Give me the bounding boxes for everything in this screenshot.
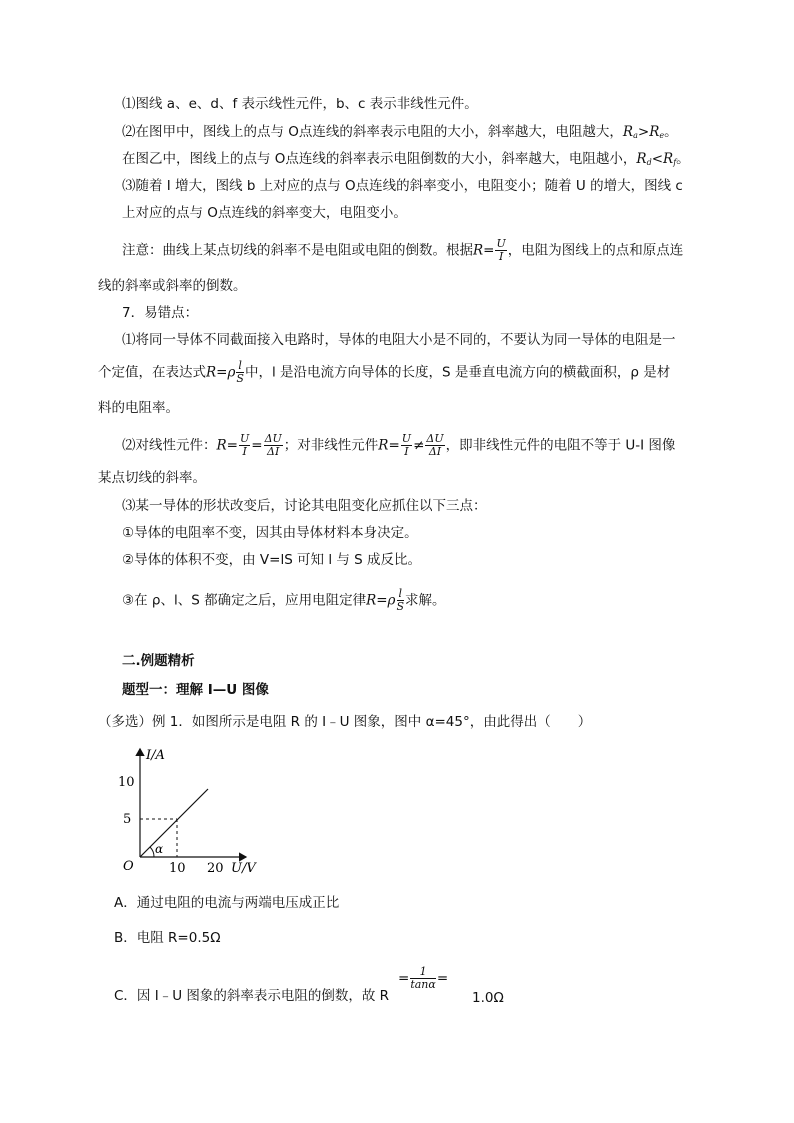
- alpha-label: α: [155, 842, 164, 856]
- sub-a: a: [633, 131, 638, 140]
- s7-line-3: 料的电阻率。: [98, 400, 179, 416]
- s7-line-8: ②导体的体积不变，由 V=lS 可知 l 与 S 成反比。: [122, 552, 422, 568]
- fraction-u-i-2: $\frac{U}{I}$: [401, 432, 412, 458]
- fraction-1-over-tan-alpha: $\frac{1}{\tan\alpha}$: [410, 965, 436, 991]
- option-c-value: 1.0Ω: [472, 990, 504, 1006]
- text-line-graph-a: ⑵在图甲中，图线上的点与 O点连线的斜率表示电阻的大小，斜率越大，电阻越大，$R_a>R_e$。: [122, 124, 678, 140]
- section-2-title: 二.例题精析: [122, 653, 195, 669]
- option-c-formula: = $\frac{1}{\tan\alpha}$ =: [398, 965, 449, 991]
- section-7-title: 7．易错点：: [122, 305, 199, 321]
- y-tick-5: 5: [123, 812, 132, 827]
- origin-label: O: [123, 859, 134, 874]
- sub-e: e: [659, 131, 665, 140]
- sub-d: d: [646, 158, 652, 167]
- text: ⑵在图甲中，图线上的点与 O点连线的斜率表示电阻的大小，斜率越大，电阻越大，: [122, 124, 623, 140]
- option-a: A．通过电阻的电流与两端电压成正比: [114, 895, 340, 911]
- data-line: [140, 789, 208, 857]
- fraction-l-s-2: $\frac{l}{S}$: [396, 587, 405, 613]
- i-u-graph: [118, 745, 258, 875]
- x-tick-10: 10: [169, 861, 186, 875]
- note-line-1: 注意：曲线上某点切线的斜率不是电阻或电阻的倒数。根据R= $\frac{U}{I}$ ，电阻为图线上的点和原点连: [122, 237, 684, 263]
- example-1-stem: （多选）例 1．如图所示是电阻 R 的 I﹣U 图象，图中 α=45°，由此得出（ ）: [98, 714, 592, 730]
- s7-line-7: ①导体的电阻率不变，因其由导体材料本身决定。: [122, 525, 418, 541]
- fraction-u-i: $\frac{U}{I}$: [239, 432, 250, 458]
- x-tick-20: 20: [207, 861, 224, 875]
- sub-f: f: [673, 158, 677, 167]
- note-line-2: 线的斜率或斜率的倒数。: [98, 278, 247, 294]
- s7-line-1: ⑴将同一导体不同截面接入电路时，导体的电阻大小是不同的，不要认为同一导体的电阻是一: [122, 332, 676, 348]
- s7-line-5: 某点切线的斜率。: [98, 470, 206, 486]
- s7-line-2: 个定值，在表达式R=ρ $\frac{l}{S}$ 中，l 是沿电流方向导体的长度，S 是垂直电流方向的横截面积，ρ 是材: [98, 359, 671, 385]
- text-line-linear-elements: ⑴图线 a、e、d、f 表示线性元件，b、c 表示非线性元件。: [122, 96, 478, 112]
- x-axis-label: U/V: [231, 861, 256, 875]
- option-c: C．因 I﹣U 图象的斜率表示电阻的倒数，故 R: [114, 988, 390, 1004]
- y-tick-10: 10: [118, 775, 135, 790]
- question-type-title: 题型一：理解 I—U 图像: [122, 682, 269, 698]
- s7-line-4: ⑵对线性元件：R= $\frac{U}{I}$ = $\frac{\Delta U}{\Delta I}$ ；对非线性元件R= $\frac{U}{I}$ ≠ $\frac{\Delta U}{\Delta I}$ ，即非线性元件的电阻不等于 U-I 图像: [122, 432, 676, 458]
- s7-line-9: ③在 ρ、l、S 都确定之后，应用电阻定律R=ρ $\frac{l}{S}$ 求解。: [122, 587, 446, 613]
- fraction-u-over-i: $\frac{U}{I}$: [496, 237, 506, 263]
- text-line-s3-2: 上对应的点与 O点连线的斜率变大，电阻变小。: [122, 205, 407, 221]
- text-line-graph-b: 在图乙中，图线上的点与 O点连线的斜率表示电阻倒数的大小，斜率越大，电阻越小，$R_d<R_f$。: [122, 151, 690, 167]
- y-axis-label: I/A: [146, 748, 165, 763]
- s7-line-6: ⑶某一导体的形状改变后，讨论其电阻变化应抓住以下三点：: [122, 498, 487, 514]
- text: 在图乙中，图线上的点与 O点连线的斜率表示电阻倒数的大小，斜率越大，电阻越小，: [122, 151, 637, 167]
- option-b: B．电阻 R=0.5Ω: [114, 930, 221, 946]
- fraction-l-over-s: $\frac{l}{S}$: [236, 359, 244, 385]
- fraction-du-di: $\frac{\Delta U}{\Delta I}$: [264, 432, 282, 458]
- alpha-arc: [150, 847, 154, 857]
- fraction-du-di-2: $\frac{\Delta U}{\Delta I}$: [426, 432, 444, 458]
- text-line-s3-1: ⑶随着 I 增大，图线 b 上对应的点与 O点连线的斜率变小，电阻变小；随着 U 的增大，图线 c: [122, 178, 683, 194]
